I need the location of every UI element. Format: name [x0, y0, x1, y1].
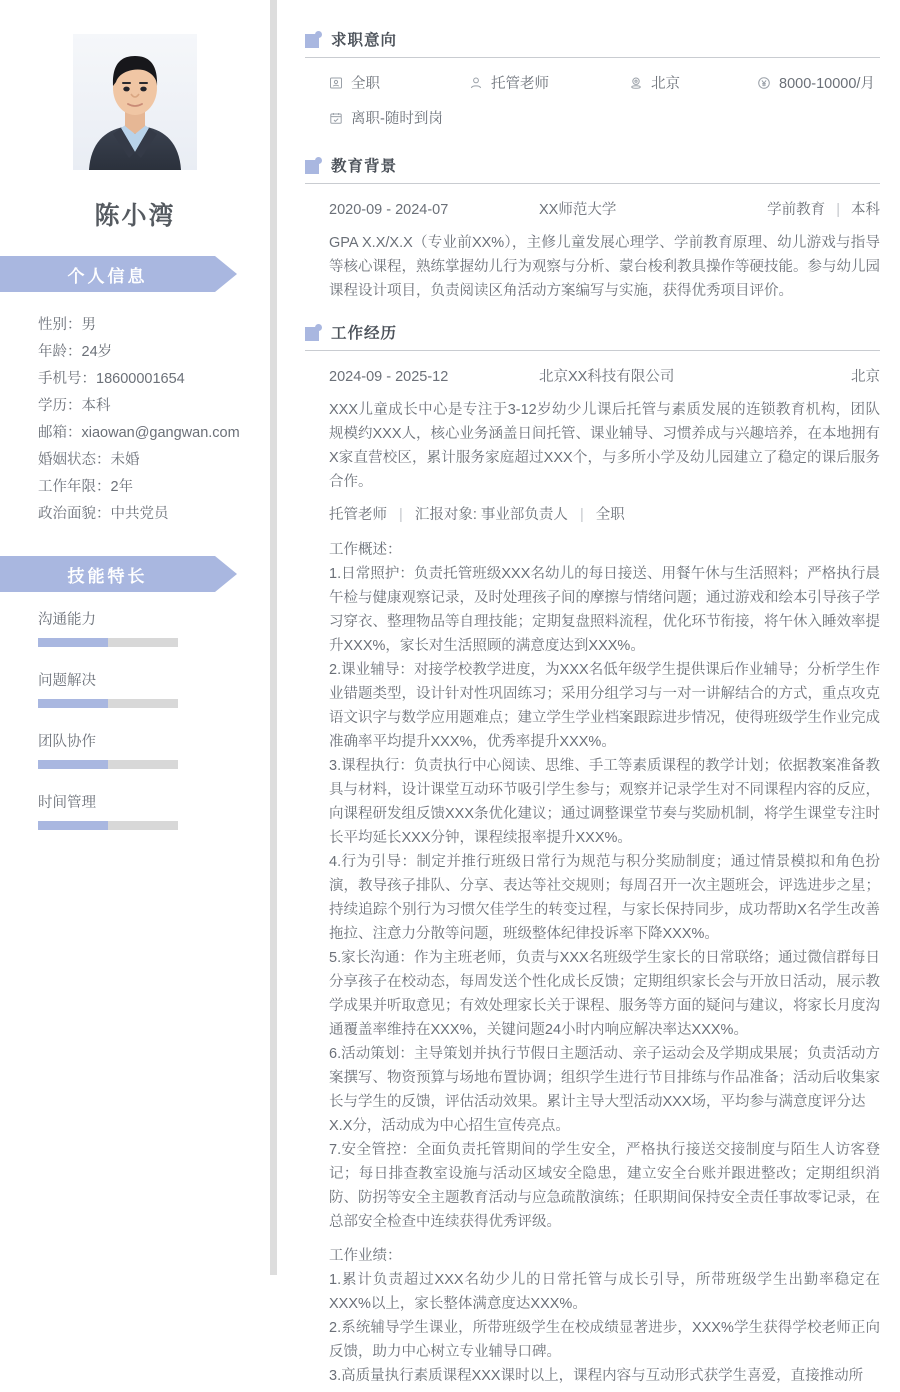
section-header — [305, 154, 880, 183]
info-row-email: 邮箱：xiaowan@gangwan.com — [38, 425, 240, 441]
column-divider — [270, 0, 277, 1275]
education-major-degree — [767, 198, 880, 219]
skill-label: 时间管理 — [38, 795, 96, 811]
personal-info-list — [38, 312, 270, 528]
education-entry-header — [329, 198, 880, 219]
id-badge-icon — [329, 76, 343, 90]
work-achievement-title: 工作业绩： — [329, 1248, 402, 1264]
education-major: 学前教育 — [767, 202, 826, 218]
work-achievement-item: 2.系统辅导学生课业，所带班级学生在校成绩显著进步，XXX%学生获得学校老师正向反馈，助力中心树立专业辅导口碑。 — [329, 1320, 880, 1360]
work-overview-item: 4.行为引导：制定并推行班级日常行为规范与积分奖励制度；通过情景模拟和角色扮演，教导孩子排队、分享、表达等社交规则；每周召开一次主题班会，评选进步之星；持续追踪个别行为习惯欠佳学生的转变过程，与家长保持同步，成功帮助X名学生改善拖拉、注意力分散等问题，班级整体纪律投诉率下降XXX%。 — [329, 854, 880, 942]
person-name: 陈小湾 — [94, 202, 176, 230]
work-report-to: 汇报对象: 事业部负责人 — [414, 507, 568, 523]
section-marker-icon — [305, 324, 322, 341]
info-row-gender: 性别：男 — [38, 317, 96, 333]
skill-progress-fill — [38, 821, 108, 830]
work-date: 2024-09 - 2025-12 — [329, 369, 449, 385]
skill-item — [38, 730, 210, 769]
skill-progress-track — [38, 699, 178, 708]
work-entry — [305, 351, 880, 1392]
work-meta — [329, 503, 880, 524]
job-intent-label: 托管老师 — [491, 76, 549, 92]
work-overview-item: X.X分，活动成为中心招生宣传亮点。 — [329, 1118, 570, 1134]
separator: | — [836, 202, 840, 218]
section-marker-icon — [305, 31, 322, 48]
job-intent-row — [329, 107, 880, 128]
spacer — [329, 1234, 880, 1244]
work-overview-item: 5.家长沟通：作为主班老师，负责与XXX名班级学生家长的日常联络；通过微信群每日分享孩子在校动态，每周发送个性化成长反馈；定期组织家长会与开放日活动，展示教学成果并听取意见；有效处理家长关于课程、服务等方面的疑问与建议，将家长月度沟通覆盖率维持在XXX%，关键问题24小时内响应解决率达XXX%。 — [329, 950, 880, 1038]
section-header — [305, 321, 880, 350]
job-intent-position — [469, 72, 629, 93]
work-overview-item: 3.课程执行：负责执行中心阅读、思维、手工等素质课程的教学计划；依据教案准备教具与材料，设计课堂互动环节吸引学生参与；观察并记录学生对不同课程内容的反应，向课程研发组反馈XXX条优化建议；通过调整课堂节奏与奖励机制，将学生课堂专注时长平均延长XXX分钟，课程续报率提升XXX%。 — [329, 758, 881, 846]
job-intent-employment-type — [329, 72, 469, 93]
work-entry-header — [329, 365, 880, 386]
work-achievement-item: 3.高质量执行素质课程XXX课时以上，课程内容与互动形式获学生喜爱，直接推动所 — [329, 1368, 864, 1384]
avatar-container — [0, 0, 270, 170]
separator: | — [579, 507, 584, 523]
skill-item — [38, 608, 210, 647]
work-overview-item: 7.安全管控：全面负责托管期间的学生安全，严格执行接送交接制度与陌生人访客登记；每日排查教室设施与活动区域安全隐患，建立安全台账并跟进整改；定期组织消防、防拐等安全主题教育活动与应急疏散演练；任职期间保持安全责任事故零记录，在总部安全检查中连续获得优秀评级。 — [329, 1142, 880, 1230]
skill-progress-track — [38, 638, 178, 647]
work-achievement-item: 1.累计负责超过XXX名幼少儿的日常托管与成长引导，所带班级学生出勤率稳定在XXX%以上，家长整体满意度达XXX%。 — [329, 1272, 880, 1312]
job-intent-label: 离职-随时到岗 — [351, 111, 443, 127]
calendar-icon — [329, 111, 343, 125]
yen-coin-icon — [757, 76, 771, 90]
skill-progress-fill — [38, 760, 108, 769]
section-banner-label: 个人信息 — [67, 266, 148, 286]
skill-progress-track — [38, 821, 178, 830]
sidebar — [0, 0, 270, 1275]
work-overview-title: 工作概述： — [329, 542, 402, 558]
info-row-experience: 工作年限：2年 — [38, 479, 134, 495]
section-banner-skills — [0, 556, 215, 592]
job-intent-availability — [329, 107, 443, 128]
section-banner-label: 技能特长 — [67, 566, 148, 586]
skill-label: 沟通能力 — [38, 612, 96, 628]
education-entry — [305, 184, 880, 307]
work-company-description: XXX儿童成长中心是专注于3-12岁幼少儿课后托管与素质发展的连锁教育机构，团队规模约XXX人，核心业务涵盖日间托管、课业辅导、习惯养成与兴趣培养，在本地拥有X家直营校区，累计服务家庭超过XXX个，与多所小学及幼儿园建立了稳定的课后服务合作。 — [329, 402, 881, 490]
skill-progress-fill — [38, 699, 108, 708]
skills-list — [0, 608, 270, 830]
education-school: XX师范大学 — [539, 202, 617, 218]
job-intent-salary — [757, 72, 875, 93]
skill-item — [38, 791, 210, 830]
main-column — [277, 0, 900, 1384]
job-intent-label: 北京 — [651, 76, 680, 92]
info-row-political: 政治面貌：中共党员 — [38, 506, 169, 522]
job-intent-row — [329, 72, 880, 93]
work-overview-item: 1.日常照护：负责托管班级XXX名幼儿的每日接送、用餐午休与生活照料；严格执行晨午检与健康观察记录，及时处理孩子间的摩擦与情绪问题；通过游戏和绘本引导孩子学习穿衣、整理物品等自理技能；定期复盘照料流程，优化环节衔接，将午休入睡效率提升XXX%，家长对生活照顾的满意度达到XXX%。 — [329, 566, 880, 654]
work-role: 托管老师 — [329, 507, 387, 523]
skill-item — [38, 669, 210, 708]
section-job-intent — [305, 28, 880, 148]
skill-label: 问题解决 — [38, 673, 96, 689]
job-intent-label: 8000-10000/月 — [779, 76, 875, 92]
job-intent-grid — [305, 58, 880, 148]
skill-progress-track — [38, 760, 178, 769]
location-pin-icon — [629, 76, 643, 90]
portrait-photo-icon — [73, 34, 197, 170]
info-row-marital: 婚姻状态：未婚 — [38, 452, 140, 468]
work-overview-item: 6.活动策划：主导策划并执行节假日主题活动、亲子运动会及学期成果展；负责活动方案撰写、物资预算与场地布置协调；组织学生进行节目排练与作品准备；活动后收集家长与学生的反馈，评估活动效果。累计主导大型活动XXX场，平均参与满意度评分达 — [329, 1046, 880, 1110]
section-banner-personal-info — [0, 256, 215, 292]
user-icon — [469, 76, 483, 90]
info-row-age: 年龄：24岁 — [38, 344, 113, 360]
education-date: 2020-09 - 2024-07 — [329, 202, 449, 218]
work-company: 北京XX科技有限公司 — [539, 369, 675, 385]
section-header — [305, 28, 880, 57]
work-employment-type: 全职 — [595, 507, 625, 523]
section-title: 求职意向 — [331, 32, 398, 49]
separator: | — [399, 507, 403, 523]
info-row-education: 学历：本科 — [38, 398, 111, 414]
section-education — [305, 154, 880, 307]
section-title: 工作经历 — [331, 325, 398, 342]
info-row-phone: 手机号：18600001654 — [38, 371, 185, 387]
skill-progress-fill — [38, 638, 108, 647]
section-work-experience — [305, 321, 880, 1392]
education-degree: 本科 — [851, 202, 880, 218]
section-title: 教育背景 — [331, 158, 398, 175]
work-achievements — [329, 1244, 880, 1388]
work-location: 北京 — [851, 369, 880, 385]
work-overview-item: 2.课业辅导：对接学校教学进度，为XXX名低年级学生提供课后作业辅导；分析学生作业错题类型，设计针对性巩固练习；采用分组学习与一对一讲解结合的方式，重点攻克语文识字与数学应用题难点；建立学生学业档案跟踪进步情况，使得班级学生作业完成准确率平均提升XXX%，优秀率提升XXX%。 — [329, 662, 880, 750]
education-description: GPA X.X/X.X（专业前XX%），主修儿童发展心理学、学前教育原理、幼儿游戏与指导等核心课程，熟练掌握幼儿行为观察与分析、蒙台梭利教具操作等硬技能。参与幼儿园课程设计项目，负责阅读区角活动方案编写与实施，获得优秀项目评价。 — [329, 235, 880, 299]
skill-label: 团队协作 — [38, 734, 96, 750]
section-marker-icon — [305, 157, 322, 174]
job-intent-city — [629, 72, 757, 93]
job-intent-label: 全职 — [351, 76, 380, 92]
avatar — [73, 34, 197, 170]
work-overview — [329, 538, 880, 1234]
